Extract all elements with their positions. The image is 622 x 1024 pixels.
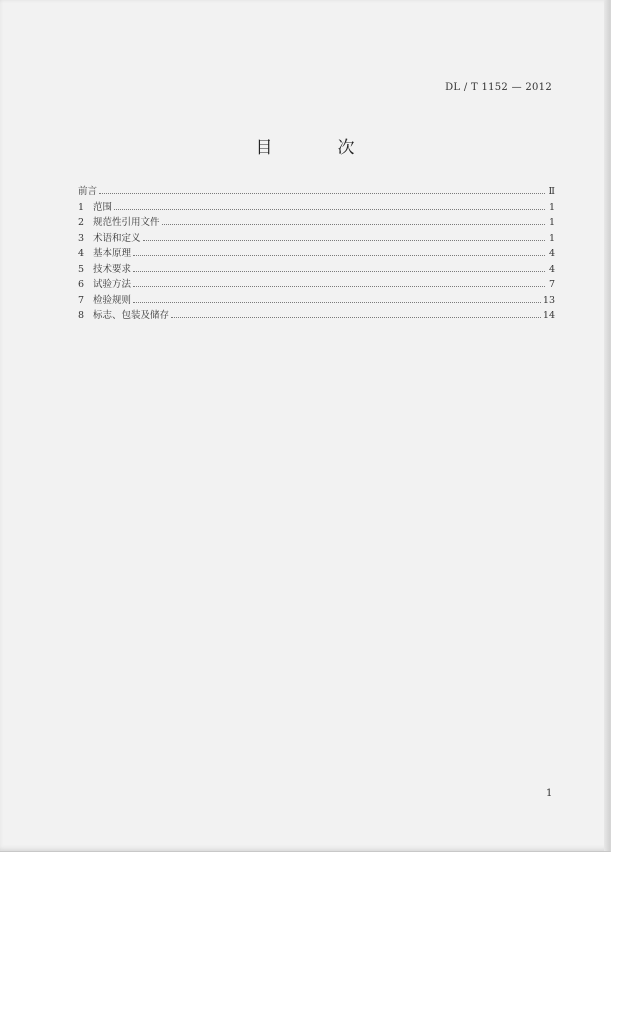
toc-entry-number: 3 — [78, 232, 85, 244]
dot-leader — [133, 270, 545, 272]
dot-leader — [133, 254, 545, 256]
toc-entry-page: 4 — [548, 248, 555, 259]
toc-entry-title: 前言 — [78, 186, 98, 197]
toc-entry-title: 试验方法 — [93, 279, 132, 290]
toc-entry-page: 1 — [548, 201, 555, 213]
toc-entry-technical-requirements — [78, 261, 555, 277]
toc-entry-normative-references — [78, 214, 555, 230]
toc-entry-scope — [78, 199, 555, 215]
toc-entry-title: 范围 — [93, 201, 113, 213]
toc-entry-page: 1 — [548, 217, 555, 228]
dot-leader — [171, 316, 541, 318]
toc-entry-page: Ⅱ — [548, 186, 555, 197]
toc-entry-number: 7 — [78, 294, 85, 306]
toc-entry-title: 基本原理 — [93, 248, 132, 259]
toc-title: 目 次 — [255, 138, 379, 158]
dot-leader — [133, 285, 545, 287]
toc-entry-page: 7 — [548, 279, 555, 290]
toc-entry-foreword — [78, 183, 555, 199]
dot-leader — [162, 223, 545, 225]
dot-leader — [114, 208, 545, 210]
table-of-contents — [78, 183, 555, 323]
toc-entry-inspection-rules — [78, 292, 555, 308]
toc-entry-number: 2 — [78, 217, 85, 228]
document-code: DL / T 1152 — 2012 — [445, 82, 552, 93]
toc-entry-title: 检验规则 — [93, 294, 132, 306]
toc-entry-number: 5 — [78, 263, 85, 275]
page-number: 1 — [546, 788, 553, 799]
toc-entry-principle — [78, 245, 555, 261]
toc-entry-page: 13 — [542, 294, 555, 306]
toc-entry-number: 8 — [78, 310, 85, 321]
toc-entry-number: 1 — [78, 201, 85, 213]
toc-entry-title: 术语和定义 — [93, 232, 141, 244]
dot-leader — [143, 239, 545, 241]
toc-entry-page: 4 — [548, 263, 555, 275]
dot-leader — [133, 301, 541, 303]
toc-entry-terms-definitions — [78, 230, 555, 246]
toc-entry-marking-packaging-storage — [78, 307, 555, 323]
toc-entry-title: 技术要求 — [93, 263, 132, 275]
toc-entry-page: 1 — [548, 232, 555, 244]
toc-entry-test-methods — [78, 276, 555, 292]
toc-entry-number: 6 — [78, 279, 85, 290]
toc-entry-number: 4 — [78, 248, 85, 259]
toc-entry-title: 标志、包装及储存 — [93, 310, 170, 321]
toc-entry-title: 规范性引用文件 — [93, 217, 160, 228]
toc-entry-page: 14 — [542, 310, 555, 321]
dot-leader — [99, 192, 545, 194]
